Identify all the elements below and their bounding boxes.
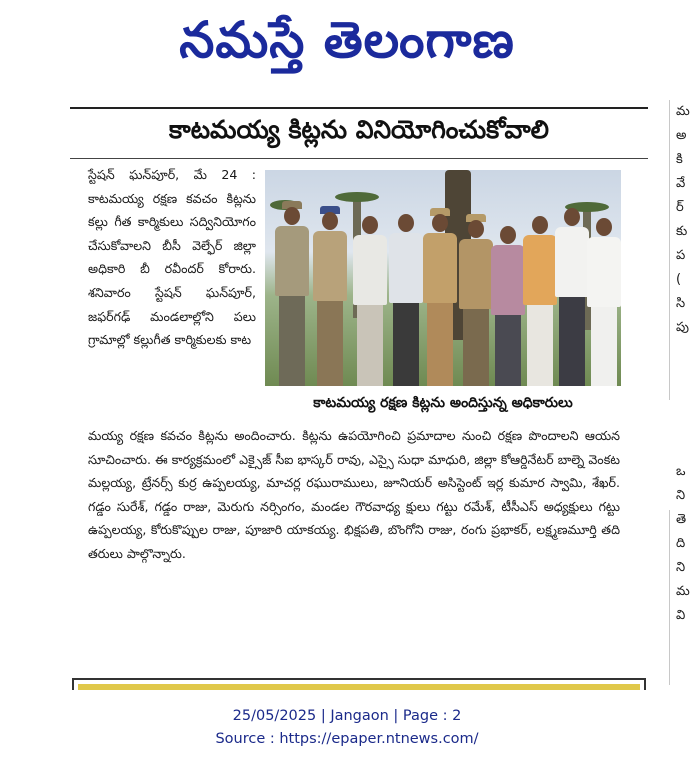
article-body-main: మయ్య రక్షణ కవచం కిట్లను అందించారు. కిట్లను ఉపయోగించి ప్రమాదాల నుంచి రక్షణ పొందాలని ఆయన సూచించారు. ఈ కార్యక్రమంలో ఎక్సైజ్ సీఐ భాస్కర్ రావు, ఎస్సై సుధా మాధురి, జిల్లా కోఆర్డినేటర్ బాల్నె వెంకట మల్లయ్య, ట్రేనర్స్ కుర్ర ఉప్పలయ్య, మాచర్ల రఘురాములు, జూనియర్ అసిస్టెంట్ ఇర్ల కుమార స్వామి, శేఖర్. గడ్డం సురేశ్, గడ్డం రాజు, మెరుగు నర్సింగం, మండల గౌరవాధ్య క్షులు గట్టు రమేశ్, టీసీఎస్ అధ్యక్షులు గట్టు ఉప్పలయ్య, కోరుకొప్పుల రాజు, పూజారి యాకయ్య. భిక్షపతి, బొంగోని రాజు, రంగు ప్రభాకర్, లక్ష్మణమూర్తి తది తరులు పాల్గొన్నారు. (88, 428, 620, 561)
headline-rule (70, 107, 648, 109)
source-link[interactable]: Source : https://epaper.ntnews.com/ (215, 731, 479, 747)
person (523, 216, 557, 386)
column-divider (669, 510, 670, 685)
headline-rule (70, 158, 648, 159)
person (423, 208, 457, 386)
person (459, 214, 493, 386)
clipped-text-marks (125, 95, 425, 103)
person (555, 208, 589, 386)
adjacent-column-fragment: మ అ కి వే ర్ కు ప ( సి పు ఒ ని తె ది ని మ వి (676, 104, 690, 623)
person (587, 218, 621, 386)
next-article-banner (78, 684, 640, 690)
person (491, 226, 525, 386)
masthead (0, 0, 694, 80)
photo-caption: కాటమయ్య రక్షణ కిట్లను అందిస్తున్న అధికారులు (313, 394, 573, 411)
person (353, 216, 387, 386)
person (313, 206, 347, 386)
newspaper-logo: నమస్తే తెలంగాణ (179, 11, 515, 69)
article-headline: కాటమయ్య కిట్లను వినియోగించుకోవాలి (169, 115, 549, 144)
person (275, 201, 309, 386)
next-article-box (72, 678, 646, 690)
column-divider (669, 100, 670, 400)
page-footer (0, 705, 694, 751)
article-body-intro: స్టేషన్ ఘన్‌పూర్, మే 24 : కాటమయ్య రక్షణ కవచం కిట్లను కల్లు గీత కార్మికులు సద్వినియోగం చేసుకోవాలని బీసీ వెల్ఫేర్ జిల్లా అధికారి బీ రవీందర్ కోరారు. శనివారం స్టేషన్ ఘన్‌పూర్, జఫర్‌గఢ్ మండలాల్లోని పలు గ్రామాల్లో కల్లుగీత కార్మికులకు కాట (88, 167, 256, 348)
person (389, 214, 423, 386)
edition-info: 25/05/2025 | Jangaon | Page : 2 (232, 708, 462, 724)
article-photo (265, 170, 621, 386)
